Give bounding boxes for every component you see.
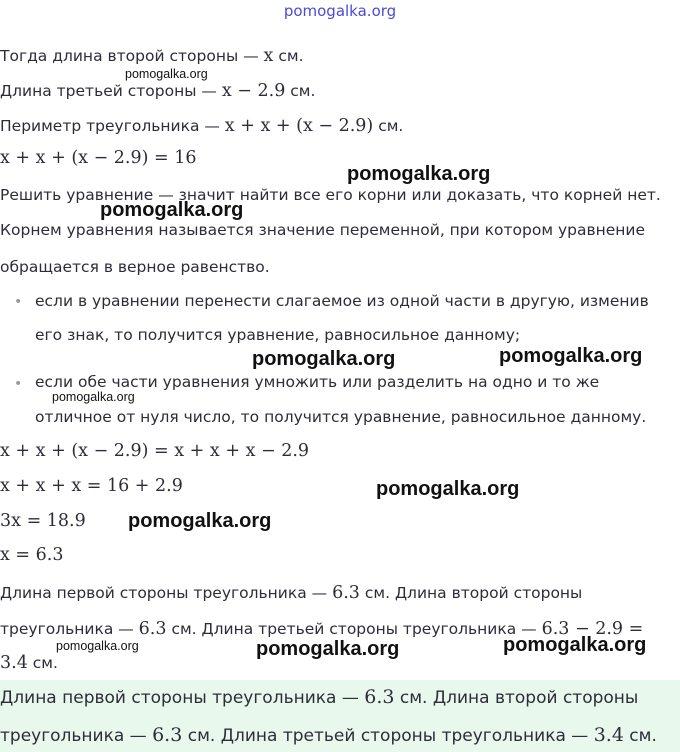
watermark: pomogalka.org: [125, 67, 208, 81]
bullet-dot: •: [14, 294, 23, 310]
text-third-side: Длина третьей стороны — x − 2.9 см.: [0, 81, 316, 101]
text-solve-definition: Решить уравнение — значит найти все его корни или доказать, что корней нет.: [0, 186, 661, 204]
answer-line-2: треугольника — 6.3 см. Длина третьей стороны треугольника — 3.4 см.: [0, 724, 657, 746]
bullet-2-line-2: отличное от нуля число, то получится уравнение, равносильное данному.: [35, 408, 647, 426]
watermark: pomogalka.org: [503, 634, 647, 656]
bullet-2-line-1: если обе части уравнения умножить или разделить на одно и то же: [35, 373, 600, 391]
site-header-watermark[interactable]: pomogalka.org: [283, 2, 397, 20]
result-line-2: треугольника — 6.3 см. Длина третьей стороны треугольника — 6.3 − 2.9 =: [0, 619, 644, 639]
equation-4: 3x = 18.9: [0, 511, 86, 531]
text-perimeter: Периметр треугольника — x + x + (x − 2.9) см.: [0, 116, 404, 136]
watermark: pomogalka.org: [252, 348, 396, 370]
watermark: pomogalka.org: [56, 639, 139, 653]
equation-1: x + x + (x − 2.9) = 16: [0, 148, 197, 168]
text-second-side: Тогда длина второй стороны — x см.: [0, 46, 304, 66]
text-root-definition-1: Корнем уравнения называется значение переменной, при котором уравнение: [0, 221, 645, 239]
watermark: pomogalka.org: [100, 199, 244, 221]
watermark: pomogalka.org: [256, 638, 400, 660]
equation-3: x + x + x = 16 + 2.9: [0, 476, 183, 496]
text-root-definition-2: обращается в верное равенство.: [0, 258, 270, 276]
watermark: pomogalka.org: [499, 345, 643, 367]
watermark: pomogalka.org: [376, 478, 520, 500]
watermark: pomogalka.org: [52, 390, 135, 404]
bullet-1-line-2: его знак, то получится уравнение, равносильное данному;: [35, 326, 521, 344]
answer-line-1: Длина первой стороны треугольника — 6.3 см. Длина второй стороны: [0, 686, 639, 708]
bullet-dot: •: [14, 376, 23, 392]
equation-2: x + x + (x − 2.9) = x + x + x − 2.9: [0, 441, 310, 461]
bullet-1-line-1: если в уравнении перенести слагаемое из одной части в другую, изменив: [35, 292, 649, 310]
answer-box: [0, 680, 680, 752]
equation-5: x = 6.3: [0, 545, 64, 565]
watermark: pomogalka.org: [128, 510, 272, 532]
result-line-1: Длина первой стороны треугольника — 6.3 см. Длина второй стороны: [0, 583, 583, 603]
watermark: pomogalka.org: [347, 163, 491, 185]
result-line-3: 3.4 см.: [0, 653, 58, 673]
